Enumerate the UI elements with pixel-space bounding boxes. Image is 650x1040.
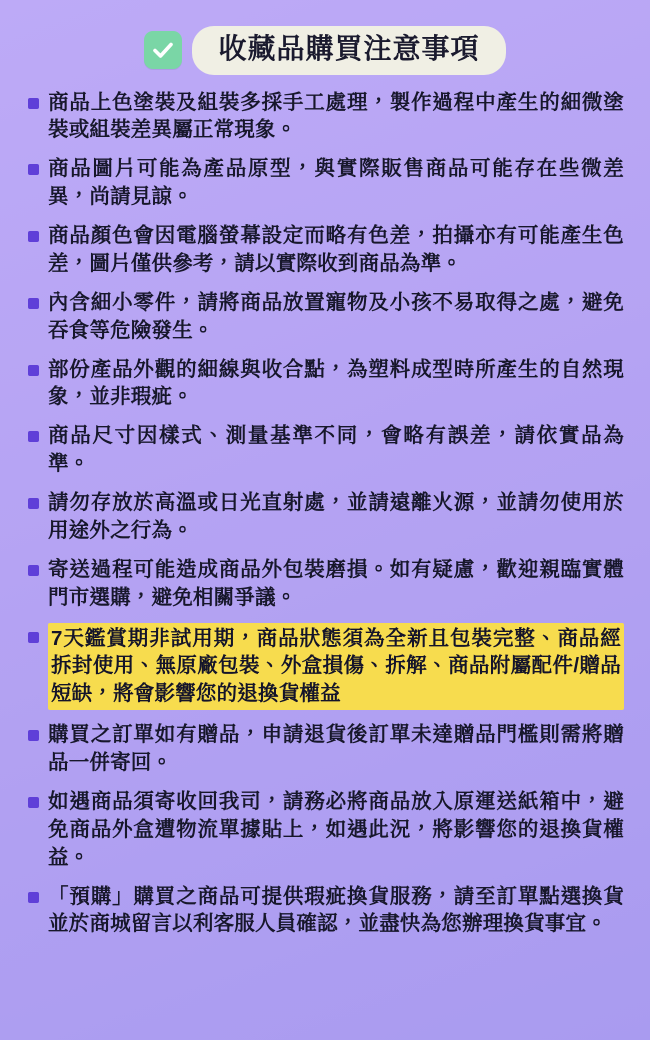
page-header (22, 0, 628, 85)
list-item (28, 222, 624, 278)
bullet-icon (28, 730, 39, 741)
notice-text: 商品尺寸因樣式、測量基準不同，會略有誤差，請依實品為準。 (48, 424, 624, 476)
notice-text: 如遇商品須寄收回我司，請務必將商品放入原運送紙箱中，避免商品外盒遭物流單據貼上，如遇此況，將影響您的退換貨權益。 (48, 789, 624, 869)
list-item (28, 556, 624, 612)
notice-text: 「預購」購買之商品可提供瑕疵換貨服務，請至訂單點選換貨並於商城留言以利客服人員確認，並盡快為您辦理換貨事宜。 (48, 884, 624, 936)
list-item (28, 155, 624, 211)
list-item (28, 356, 624, 412)
bullet-icon (28, 231, 39, 242)
notice-text: 請勿存放於高溫或日光直射處，並請遠離火源，並請勿使用於用途外之行為。 (48, 491, 624, 542)
notice-text: 購買之訂單如有贈品，申請退貨後訂單未達贈品門檻則需將贈品一併寄回。 (48, 723, 624, 775)
notice-list (22, 85, 628, 939)
page-title: 收藏品購買注意事項 (192, 26, 505, 75)
bullet-icon (28, 98, 39, 109)
notice-text: 商品圖片可能為產品原型，與實際販售商品可能存在些微差異，尚請見諒。 (48, 157, 624, 209)
bullet-icon (28, 164, 39, 175)
bullet-icon (28, 498, 39, 509)
list-item (28, 721, 624, 777)
list-item (28, 623, 624, 711)
bullet-icon (28, 632, 39, 643)
bullet-icon (28, 298, 39, 309)
bullet-icon (28, 565, 39, 576)
notice-text: 內含細小零件，請將商品放置寵物及小孩不易取得之處，避免吞食等危險發生。 (48, 290, 624, 342)
bullet-icon (28, 892, 39, 903)
list-item (28, 289, 624, 345)
list-item (28, 422, 624, 478)
bullet-icon (28, 797, 39, 808)
notice-text: 商品上色塗裝及組裝多採手工處理，製作過程中產生的細微塗裝或組裝差異屬正常現象。 (48, 90, 624, 142)
notice-text: 商品顏色會因電腦螢幕設定而略有色差，拍攝亦有可能產生色差，圖片僅供參考，請以實際收到商品為準。 (48, 224, 624, 275)
bullet-icon (28, 431, 39, 442)
bullet-icon (28, 365, 39, 376)
notice-text: 7天鑑賞期非試用期，商品狀態須為全新且包裝完整、商品經拆封使用、無原廠包裝、外盒損傷、拆解、商品附屬配件/贈品短缺，將會影響您的退換貨權益 (48, 623, 624, 711)
notice-text: 寄送過程可能造成商品外包裝磨損。如有疑慮，歡迎親臨實體門市選購，避免相關爭議。 (48, 557, 624, 609)
list-item (28, 788, 624, 872)
list-item (28, 489, 624, 545)
notice-text: 部份產品外觀的細線與收合點，為塑料成型時所產生的自然現象，並非瑕疵。 (48, 357, 624, 409)
check-badge-icon (144, 31, 182, 69)
list-item (28, 883, 624, 939)
list-item (28, 89, 624, 145)
